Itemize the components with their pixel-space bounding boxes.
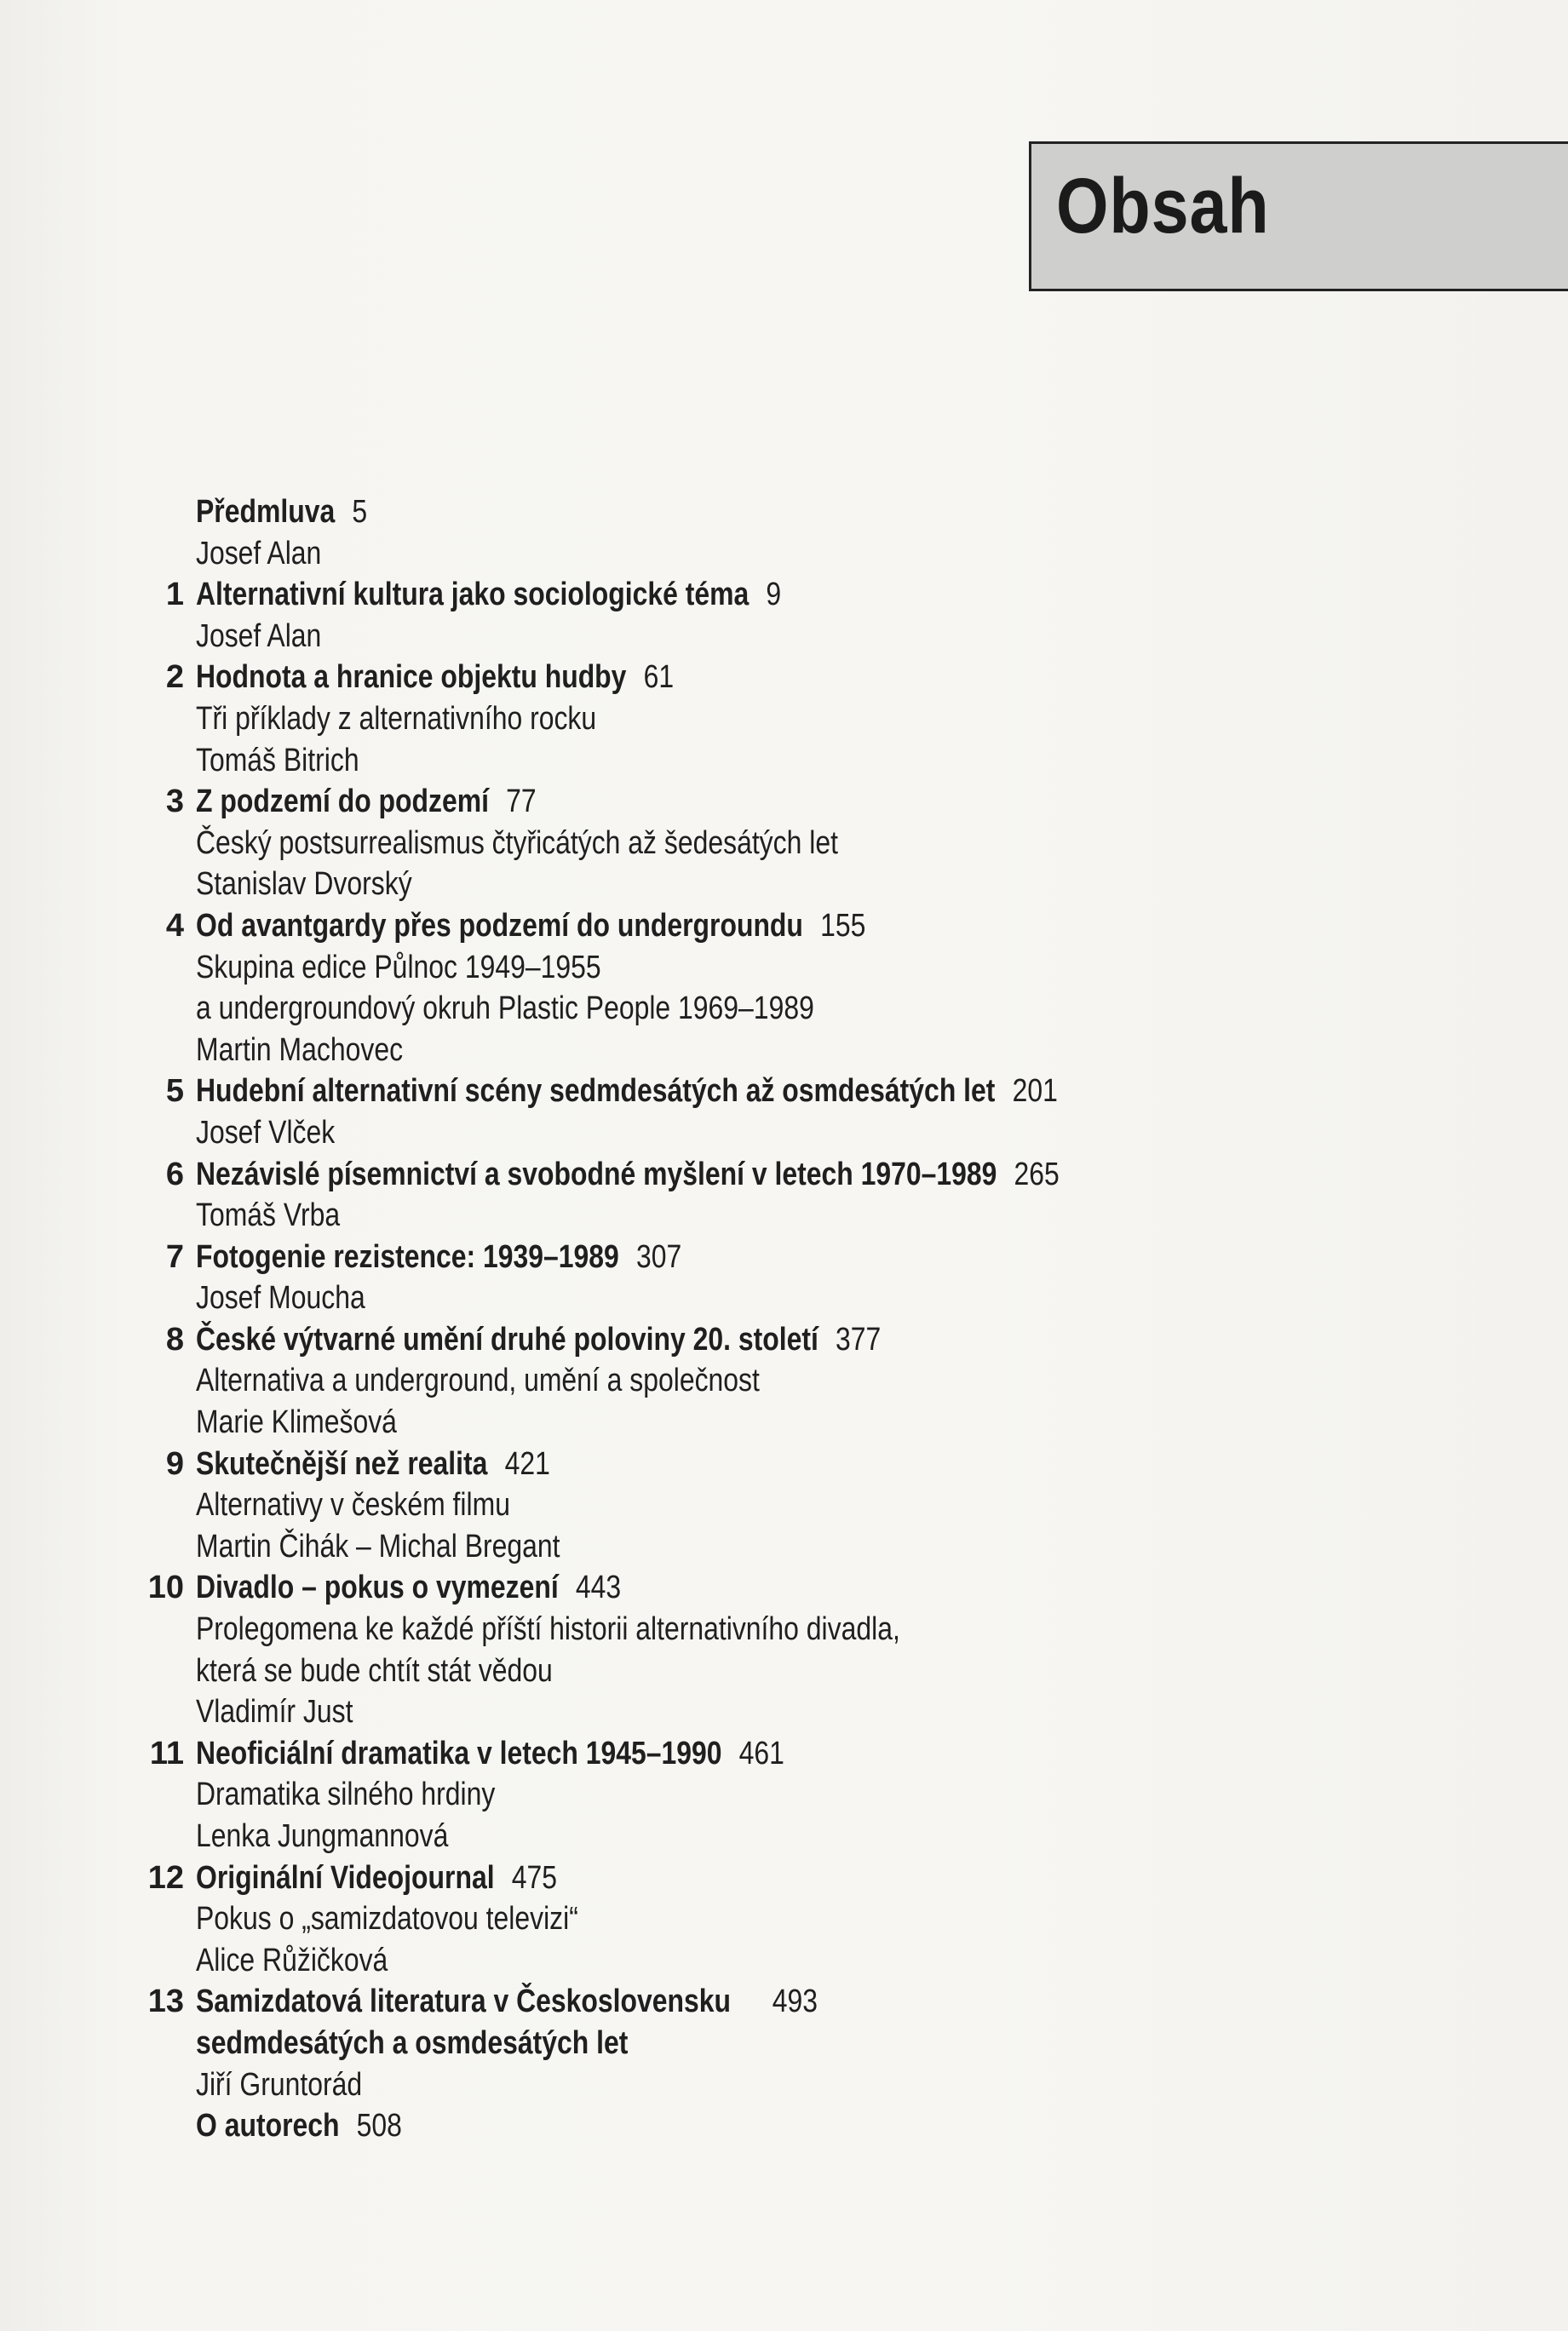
page-number: 155 [820,907,866,944]
chapter-title: Neoficiální dramatika v letech 1945–1990 [196,1735,722,1771]
page-title: Obsah [1056,163,1270,250]
toc-line [128,1402,1363,1444]
toc-line [128,698,1363,740]
chapter-author: Martin Čihák – Michal Bregant [196,1528,560,1565]
chapter-subtitle: Český postsurrealismus čtyřicátých až šedesátých let [196,824,838,861]
toc-entry [196,1030,442,1071]
toc-entry [196,947,678,989]
page-number: 307 [635,1238,682,1275]
chapter-title: Skutečnější než realita [196,1445,488,1482]
toc-entry [196,988,932,1030]
page-number: 493 [772,1984,818,2020]
page-number: 61 [643,659,675,696]
chapter-author: Martin Machovec [196,1031,404,1068]
chapter-title: České výtvarné umění druhé poloviny 20. století [196,1321,818,1358]
toc-entry [196,1567,702,1609]
chapter-heading [196,1154,1060,1196]
toc-line [128,1195,1363,1237]
chapter-author: Tomáš Vrba [196,1197,341,1234]
table-of-contents [128,491,1363,2147]
toc-entry [196,1360,867,1402]
toc-line [128,1898,1363,1940]
chapter-author: Josef Vlček [196,1114,336,1151]
toc-entry [196,491,399,533]
toc-line [128,1360,1363,1402]
toc-entry [196,823,961,864]
chapter-number: 11 [149,1735,184,1771]
chapter-heading [196,1319,881,1361]
page-number: 265 [1014,1156,1060,1192]
chapter-heading [196,491,367,533]
chapter-heading [196,1857,557,1899]
chapter-number: 6 [165,1156,184,1192]
chapter-number: 5 [165,1073,184,1110]
chapter-subtitle: Prolegomena ke každé příští historii alternativního divadla, [196,1611,900,1648]
chapter-number: 3 [165,784,184,820]
toc-line [128,1691,1363,1733]
toc-entry [196,1444,617,1485]
chapter-heading [196,657,674,698]
toc-entry [196,1402,435,1444]
toc-entry [196,1112,361,1154]
chapter-subtitle: Tři příklady z alternativního rocku [196,700,597,737]
toc-entry [196,2023,710,2064]
toc-line [128,1816,1363,1857]
toc-line [128,2023,1363,2064]
chapter-number: 1 [165,577,184,613]
toc-line [128,1651,1363,1692]
toc-line [128,740,1363,782]
toc-entry [196,740,390,782]
toc-entry [196,1195,367,1237]
chapter-author: Josef Alan [196,617,322,654]
toc-entry [196,1857,626,1899]
page-number: 77 [506,784,537,820]
toc-line [128,781,1363,823]
chapter-heading [196,2105,402,2147]
toc-entry [196,1774,552,1816]
toc-line [128,1319,1363,1361]
page-number: 9 [766,577,782,613]
toc-line [128,905,1363,947]
chapter-subtitle: Dramatika silného hrdiny [196,1777,496,1813]
toc-line [128,1030,1363,1071]
toc-entry [196,1484,570,1526]
chapter-title: Nezávislé písemnictví a svobodné myšlení v letech 1970–1989 [196,1156,997,1192]
toc-entry [196,574,893,616]
toc-line [128,1444,1363,1485]
chapter-title: Alternativní kultura jako sociologické téma [196,577,750,613]
toc-entry [196,781,601,823]
toc-line [128,864,1363,905]
chapter-author: Alice Růžičková [196,1942,388,1978]
chapter-title: Samizdatová literatura v Československu [196,1984,732,2020]
chapter-author: Jiří Gruntorád [196,2066,363,2103]
chapter-heading [196,1237,681,1278]
chapter-subtitle: Alternativa a underground, umění a společnost [196,1363,760,1399]
toc-entry [196,864,453,905]
toc-entry [196,657,765,698]
page-number: 461 [738,1735,784,1771]
toc-entry [196,1154,1224,1196]
toc-entry [196,2105,441,2147]
toc-line [128,1981,1363,2023]
toc-entry [196,2064,393,2106]
chapter-author: Marie Klimešová [196,1404,397,1441]
chapter-heading [196,1567,621,1609]
toc-line [128,1733,1363,1775]
chapter-author: Vladimír Just [196,1694,353,1731]
chapter-author: Lenka Jungmannová [196,1818,449,1854]
chapter-subtitle: a undergroundový okruh Plastic People 1969–1989 [196,990,814,1027]
chapter-number: 7 [165,1238,184,1275]
chapter-title: O autorech [196,2108,340,2144]
toc-entry [196,1651,621,1692]
chapter-subtitle: Pokus o „samizdatovou televizi“ [196,1901,578,1938]
toc-line [128,1857,1363,1899]
toc-line [128,2064,1363,2106]
toc-line [128,947,1363,989]
chapter-title: Od avantgardy přes podzemí do undergroundu [196,907,803,944]
chapter-number: 12 [147,1859,184,1896]
toc-line [128,533,1363,575]
chapter-number: 2 [165,659,184,696]
chapter-author: Josef Moucha [196,1280,365,1317]
chapter-heading [196,1444,550,1485]
toc-entry [196,905,993,947]
toc-entry [196,1940,424,1982]
toc-entry [196,1981,936,2023]
toc-entry [196,1691,383,1733]
chapter-number: 4 [165,907,184,944]
toc-entry [196,1733,897,1775]
chapter-heading [196,781,537,823]
toc-entry [196,1526,629,1568]
toc-line [128,823,1363,864]
toc-entry [196,698,673,740]
toc-line [128,1237,1363,1278]
toc-entry [196,1816,497,1857]
toc-line [128,1526,1363,1568]
chapter-number: 9 [165,1445,184,1482]
chapter-title: Předmluva [196,494,336,530]
toc-line [128,2105,1363,2147]
toc-line [128,1277,1363,1319]
toc-entry [196,1277,398,1319]
toc-line [128,1567,1363,1609]
chapter-heading [196,574,781,616]
page-number: 508 [356,2108,402,2144]
toc-entry [196,1319,1011,1361]
chapter-title: Originální Videojournal [196,1859,495,1896]
chapter-number: 8 [165,1321,184,1358]
toc-entry [196,1609,1034,1651]
toc-entry [196,533,345,575]
page-number: 201 [1012,1073,1058,1110]
toc-entry [196,616,345,657]
toc-entry [196,1898,651,1940]
page-number: 475 [511,1859,558,1896]
chapter-title: Hodnota a hranice objektu hudby [196,659,627,696]
chapter-title: sedmdesátých a osmdesátých let [196,2024,629,2061]
toc-line [128,1484,1363,1526]
chapter-author: Josef Alan [196,535,322,571]
toc-line [128,574,1363,616]
toc-entry [196,1071,1222,1112]
page-number: 421 [504,1445,550,1482]
chapter-author: Tomáš Bitrich [196,742,359,778]
page-number: 5 [352,494,368,530]
chapter-subtitle: která se bude chtít stát vědou [196,1652,553,1689]
toc-line [128,1774,1363,1816]
toc-entry [196,1237,774,1278]
page-number: 377 [836,1321,882,1358]
toc-line [128,1609,1363,1651]
chapter-title: Divadlo – pokus o vymezení [196,1570,559,1606]
toc-line [128,616,1363,657]
chapter-title: Hudební alternativní scény sedmdesátých až osmdesátých let [196,1073,996,1110]
toc-line [128,1112,1363,1154]
toc-line [128,988,1363,1030]
chapter-heading [196,1733,784,1775]
toc-line [128,1071,1363,1112]
chapter-heading [196,1071,1058,1112]
chapter-heading [196,1981,818,2023]
toc-line [128,657,1363,698]
toc-line [128,491,1363,533]
chapter-subtitle: Skupina edice Půlnoc 1949–1955 [196,949,601,985]
chapter-title: Fotogenie rezistence: 1939–1989 [196,1238,619,1275]
toc-line [128,1154,1363,1196]
chapter-title: Z podzemí do podzemí [196,784,490,820]
chapter-number: 10 [147,1570,184,1606]
page-number: 443 [575,1570,622,1606]
chapter-heading [196,2023,628,2064]
toc-line [128,1940,1363,1982]
chapter-heading [196,905,865,947]
chapter-number: 13 [147,1984,184,2020]
chapter-author: Stanislav Dvorský [196,866,412,903]
chapter-subtitle: Alternativy v českém filmu [196,1487,510,1524]
